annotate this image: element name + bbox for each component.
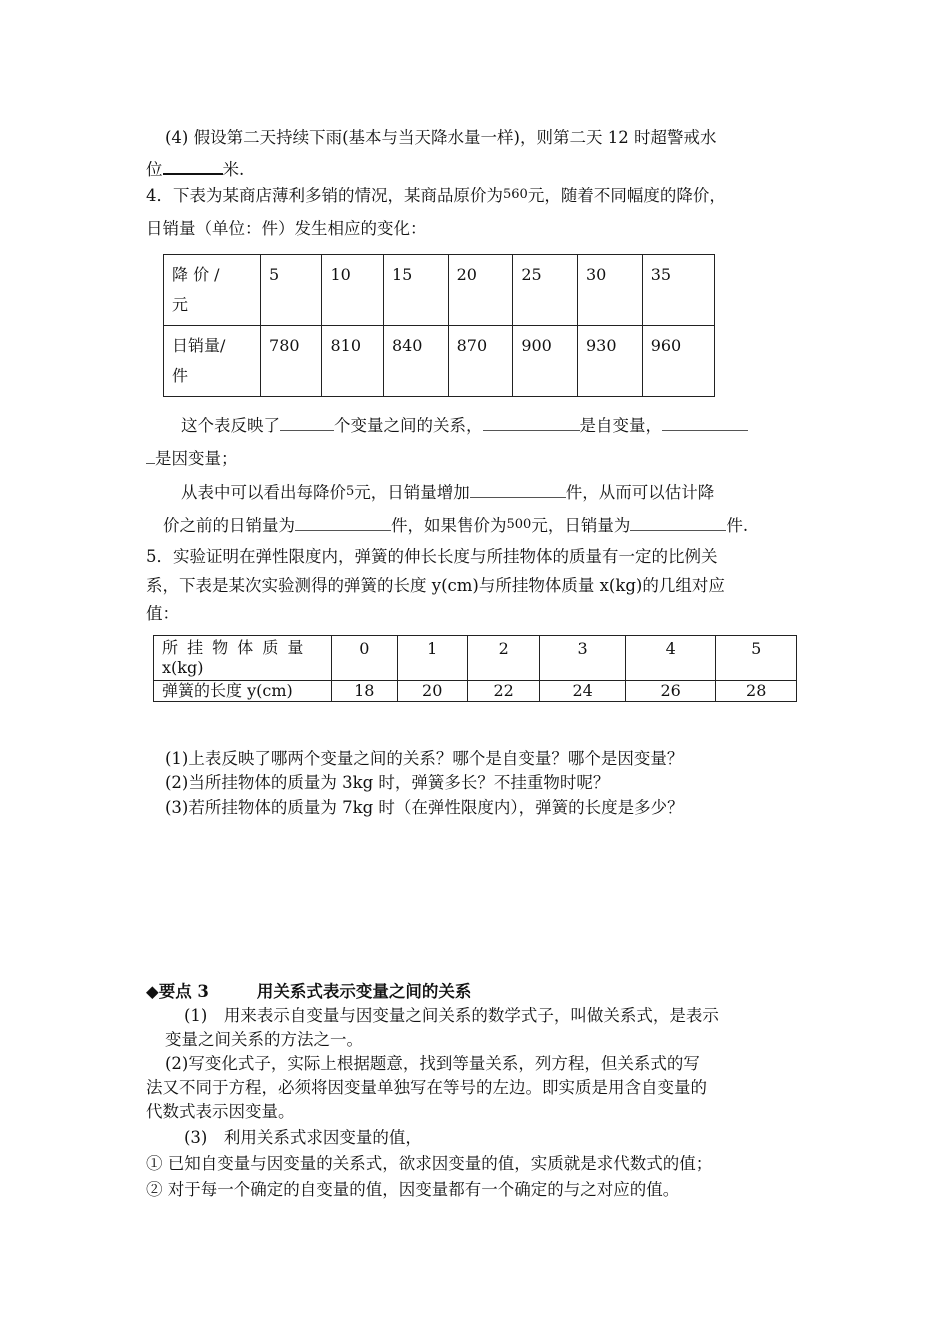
q4-intro-line1 [146, 185, 726, 209]
table-cell: 0 [332, 636, 397, 681]
q4-blank-original-sales[interactable] [295, 513, 391, 531]
q4-s4-number: 500 [506, 517, 532, 532]
q5-intro-line2: 系，下表是某次实验测得的弹簧的长度 y(cm)与所挂物体质量 x(kg)的几组对应 [146, 576, 725, 595]
q5-row1-header-line1: 所 挂 物 体 质 量 [162, 638, 306, 657]
q4-row1-header-line2: 元 [172, 295, 189, 314]
q4-blank-independent[interactable] [483, 413, 580, 431]
table-row [154, 636, 797, 681]
q4-s3-number: 5 [346, 484, 355, 499]
q3-part4-blank[interactable] [163, 156, 223, 175]
q4-price-sales-table [163, 254, 715, 397]
table-cell: 35 [642, 255, 714, 326]
q4-blank-dependent-a[interactable] [662, 413, 748, 431]
q3-part4-prefix: 位 [146, 160, 163, 179]
q4-s3-text-b: 元，日销量增加 [354, 483, 470, 502]
table-cell: 5 [716, 636, 797, 681]
table-row [154, 681, 797, 702]
table-header-cell [154, 636, 332, 681]
table-header-cell [164, 255, 261, 326]
table-cell: 22 [467, 681, 539, 702]
q3-part4-line2 [146, 156, 244, 181]
q5-spring-table [153, 635, 797, 702]
q4-row1-header-line1: 降 价 / [172, 265, 220, 284]
table-cell: 24 [540, 681, 626, 702]
point3-heading [146, 981, 471, 1003]
q4-statement1 [181, 413, 748, 437]
table-header-cell [164, 326, 261, 397]
q4-intro-text-b: 元，随着不同幅度的降价， [527, 186, 726, 205]
q5-subquestion-2: (2)当所挂物体的质量为 3kg 时，弹簧多长？不挂重物时呢？ [165, 773, 610, 792]
point3-title: 用关系式表示变量之间的关系 [256, 982, 472, 1001]
q4-blank-sales-at-500[interactable] [630, 513, 726, 531]
table-cell: 20 [448, 255, 513, 326]
table-header-cell: 弹簧的长度 y(cm) [154, 681, 332, 702]
q4-s3-text-c: 件，从而可以估计降 [565, 483, 715, 502]
q4-s1-text-b: 个变量之间的关系， [334, 416, 483, 435]
point3-p2-line1: (2)写变化式子，实际上根据题意，找到等量关系，列方程，但关系式的写 [165, 1054, 700, 1073]
table-cell: 30 [578, 255, 643, 326]
table-cell: 3 [540, 636, 626, 681]
table-cell: 10 [322, 255, 383, 326]
q4-s3-text-a: 从表中可以看出每降价 [181, 483, 346, 502]
table-cell: 960 [642, 326, 714, 397]
table-row [164, 255, 715, 326]
table-cell: 25 [513, 255, 578, 326]
table-cell: 870 [448, 326, 513, 397]
q4-intro-line2: 日销量（单位：件）发生相应的变化： [146, 219, 427, 238]
q4-s1-text-a: 这个表反映了 [181, 416, 280, 435]
q4-blank-variable-count[interactable] [280, 413, 334, 431]
q4-s4-text-d: 件. [726, 516, 749, 535]
table-cell: 810 [322, 326, 383, 397]
table-cell: 20 [397, 681, 467, 702]
q4-s2-text: 是因变量； [155, 449, 238, 468]
table-cell: 28 [716, 681, 797, 702]
point3-p3: (3) 利用关系式求因变量的值， [184, 1128, 422, 1147]
q4-s4-text-b: 件，如果售价为 [391, 516, 507, 535]
point3-p2-line3: 代数式表示因变量。 [146, 1102, 295, 1121]
table-cell: 26 [625, 681, 716, 702]
table-cell: 780 [261, 326, 322, 397]
q3-part4-line1: (4) 假设第二天持续下雨(基本与当天降水量一样)，则第二天 12 时超警戒水 [165, 128, 717, 147]
table-cell: 2 [467, 636, 539, 681]
table-cell: 900 [513, 326, 578, 397]
q5-intro-line3: 值： [146, 604, 179, 623]
q4-s4-text-a: 价之前的日销量为 [163, 516, 295, 535]
point3-p1-line2: 变量之间关系的方法之一。 [165, 1030, 363, 1049]
q5-subquestion-3: (3)若所挂物体的质量为 7kg 时（在弹性限度内），弹簧的长度是多少？ [165, 798, 684, 817]
q5-row1-header-line2: x(kg) [162, 658, 204, 677]
q4-statement2 [146, 446, 238, 470]
table-cell: 5 [261, 255, 322, 326]
q4-row2-header-line2: 件 [172, 366, 189, 385]
q4-blank-increase[interactable] [470, 480, 566, 498]
table-cell: 18 [332, 681, 397, 702]
q3-part4-suffix: 米. [222, 160, 245, 179]
q4-statement3 [181, 480, 714, 506]
point3-p1-line1: (1) 用来表示自变量与因变量之间关系的数学式子，叫做关系式，是表示 [184, 1006, 719, 1025]
q4-s4-text-c: 元，日销量为 [531, 516, 631, 535]
table-cell: 840 [383, 326, 448, 397]
table-cell: 15 [383, 255, 448, 326]
point3-p2-line2: 法又不同于方程，必须将因变量单独写在等号的左边。即实质是用含自变量的 [146, 1078, 707, 1097]
table-cell: 1 [397, 636, 467, 681]
q4-original-price: 560 [503, 187, 528, 202]
q4-blank-dependent-b[interactable] [146, 446, 155, 464]
point3-label: ◆要点 3 [146, 982, 209, 1001]
table-cell: 4 [625, 636, 716, 681]
q5-subquestion-1: (1)上表反映了哪两个变量之间的关系？哪个是自变量？哪个是因变量？ [165, 749, 684, 768]
q4-intro-text-a: 4．下表为某商店薄利多销的情况，某商品原价为 [146, 186, 503, 205]
q4-s1-text-c: 是自变量， [579, 416, 662, 435]
q4-row2-header-line1: 日销量/ [172, 336, 226, 355]
table-row [164, 326, 715, 397]
q5-intro-line1: 5．实验证明在弹性限度内，弹簧的伸长长度与所挂物体的质量有一定的比例关 [146, 547, 718, 566]
table-cell: 930 [578, 326, 643, 397]
point3-item2: ② 对于每一个确定的自变量的值，因变量都有一个确定的与之对应的值。 [146, 1180, 680, 1199]
point3-item1: ① 已知自变量与因变量的关系式，欲求因变量的值，实质就是求代数式的值； [146, 1154, 713, 1173]
q4-statement4 [163, 513, 748, 539]
